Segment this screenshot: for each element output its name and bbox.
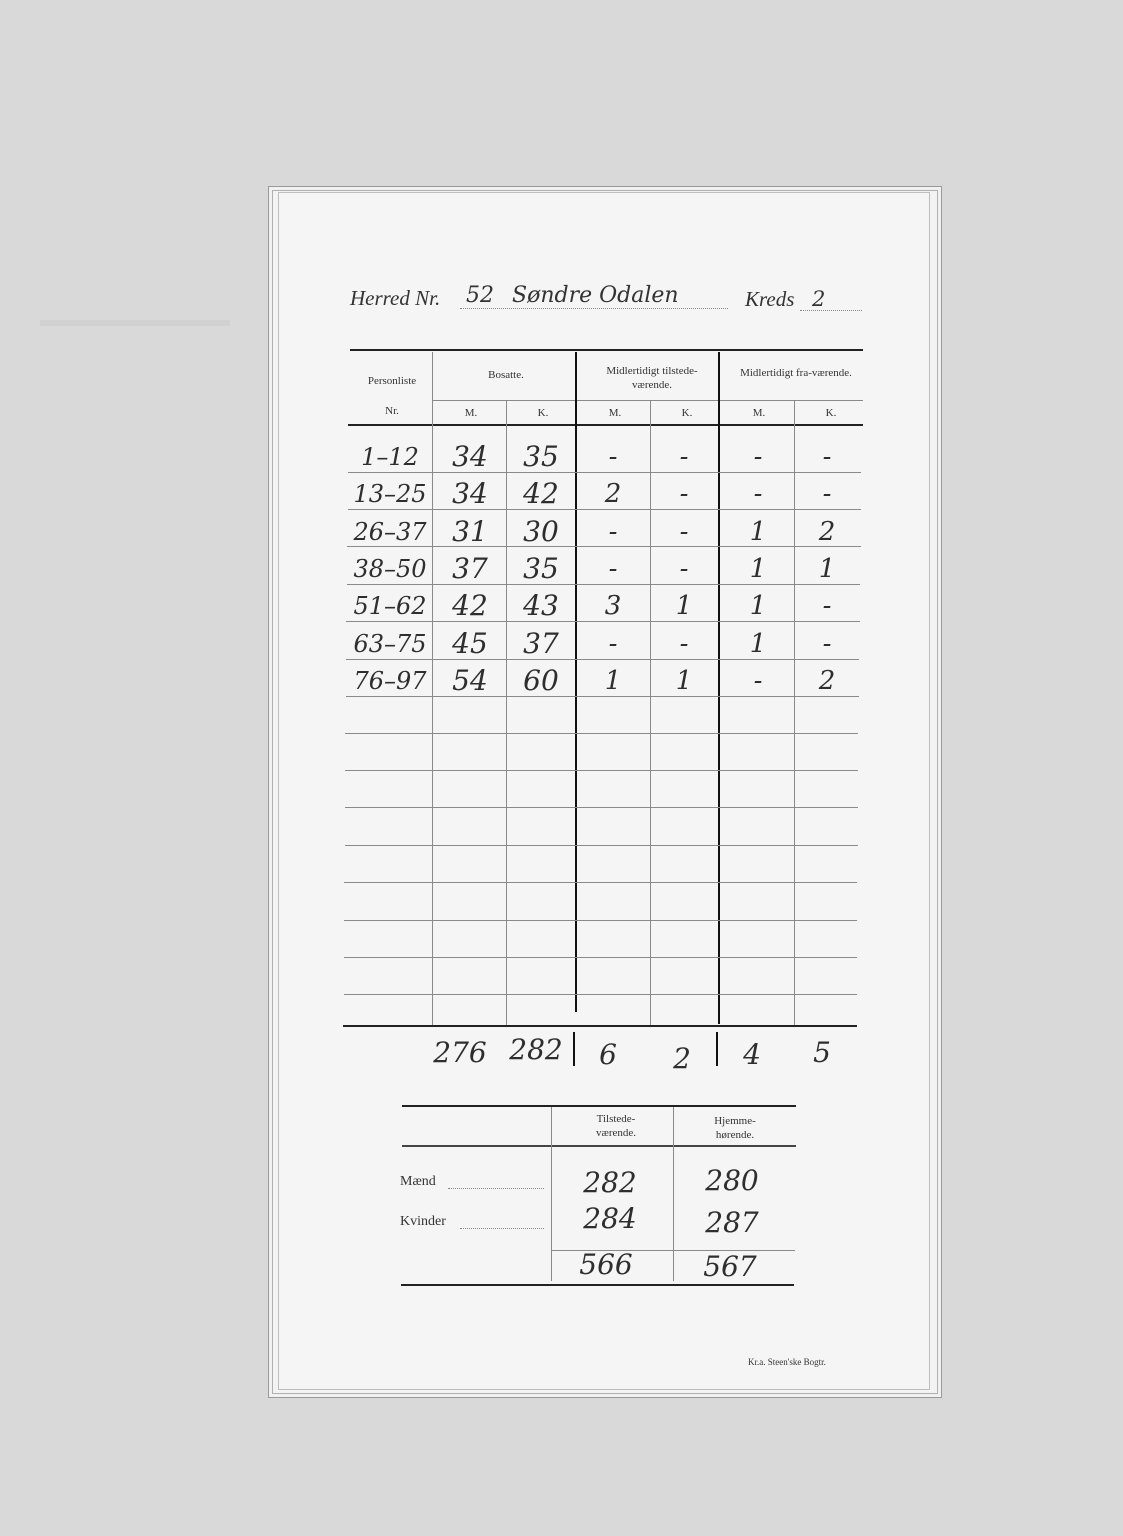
table-cell-nr: 26–37 bbox=[353, 517, 427, 546]
table-cell-tm: - bbox=[608, 442, 618, 472]
row-line bbox=[345, 770, 858, 771]
table-cell-tm: 1 bbox=[604, 665, 622, 696]
table-cell-bm: 34 bbox=[452, 477, 488, 511]
table-cell-tk: - bbox=[679, 553, 689, 584]
row-line bbox=[346, 659, 859, 660]
row-line bbox=[345, 807, 858, 808]
table-cell-fm: - bbox=[753, 479, 763, 510]
table-cell-bk: 35 bbox=[523, 440, 559, 473]
summary-bottom-rule bbox=[401, 1284, 794, 1286]
table-cell-bk: 42 bbox=[523, 477, 559, 511]
table-cell-nr: 13–25 bbox=[353, 480, 427, 509]
table-cell-tk: - bbox=[679, 628, 689, 659]
maend-leader bbox=[448, 1188, 544, 1189]
summary-top-rule bbox=[402, 1105, 796, 1107]
maend-label: Mænd bbox=[400, 1174, 436, 1189]
col-divider bbox=[794, 400, 795, 1026]
col-divider bbox=[506, 400, 507, 1026]
header-bosatte: Bosatte. bbox=[488, 369, 524, 381]
table-cell-tk: - bbox=[679, 442, 689, 472]
table-cell-bk: 43 bbox=[523, 589, 559, 623]
table-cell-tm: - bbox=[608, 628, 618, 659]
table-cell-tm: 3 bbox=[604, 591, 622, 622]
table-cell-fk: - bbox=[822, 591, 832, 622]
table-cell-nr: 51–62 bbox=[353, 592, 427, 621]
table-cell-bm: 42 bbox=[452, 589, 488, 623]
total-fra-m: 4 bbox=[743, 1038, 761, 1071]
maend-hjemme: 280 bbox=[705, 1164, 759, 1197]
table-cell-bm: 54 bbox=[452, 663, 488, 697]
table-cell-tk: - bbox=[679, 516, 689, 547]
row-line bbox=[345, 845, 858, 846]
table-cell-tk: 1 bbox=[675, 591, 693, 622]
kvinder-tilstede: 284 bbox=[583, 1202, 637, 1235]
header-tilstede-m: M. bbox=[608, 407, 622, 419]
header-bosatte-m: M. bbox=[464, 407, 478, 419]
table-cell-bk: 37 bbox=[523, 626, 559, 660]
kreds-label: Kreds bbox=[745, 287, 795, 311]
col-divider-thick bbox=[575, 352, 577, 1012]
summary-header-rule bbox=[402, 1145, 796, 1147]
printer-imprint: Kr.a. Steen'ske Bogtr. bbox=[748, 1357, 826, 1367]
table-cell-fk: - bbox=[822, 479, 832, 510]
table-cell-tm: - bbox=[608, 553, 618, 584]
total-bosatte-k: 282 bbox=[509, 1033, 563, 1066]
table-cell-bm: 37 bbox=[452, 551, 488, 585]
row-line bbox=[344, 957, 857, 958]
table-cell-fk: 1 bbox=[818, 553, 836, 584]
row-line bbox=[344, 994, 857, 995]
table-subheader-rule bbox=[432, 400, 863, 401]
table-cell-bk: 60 bbox=[523, 663, 559, 697]
table-cell-tm: - bbox=[608, 516, 618, 547]
header-fra-m: M. bbox=[752, 407, 766, 419]
col-divider-thick bbox=[718, 352, 720, 1024]
herred-dotted-line bbox=[460, 308, 728, 309]
background-smudge bbox=[40, 280, 230, 326]
table-cell-fm: 1 bbox=[749, 628, 767, 659]
totals-divider bbox=[716, 1032, 718, 1066]
total-tilstede-m: 6 bbox=[599, 1038, 617, 1071]
herred-label: Herred Nr. bbox=[350, 286, 441, 310]
header-fra-k: K. bbox=[825, 407, 837, 419]
summary-col-divider bbox=[551, 1107, 552, 1281]
table-cell-tk: - bbox=[679, 479, 689, 510]
kvinder-label: Kvinder bbox=[400, 1214, 446, 1229]
row-line bbox=[344, 882, 857, 883]
table-top-rule bbox=[350, 349, 863, 351]
kvinder-leader bbox=[460, 1228, 544, 1229]
row-line bbox=[346, 696, 859, 697]
table-header-bottom-rule bbox=[348, 424, 863, 426]
table-cell-fm: 1 bbox=[749, 553, 767, 584]
col-divider bbox=[650, 400, 651, 1026]
herred-number: 52 bbox=[466, 283, 494, 308]
maend-tilstede: 282 bbox=[583, 1166, 637, 1199]
kreds-dotted-line bbox=[800, 310, 862, 311]
kvinder-hjemme: 287 bbox=[705, 1206, 759, 1239]
table-cell-fm: 1 bbox=[749, 591, 767, 622]
table-cell-fk: 2 bbox=[818, 516, 836, 547]
header-nr: Nr. bbox=[385, 405, 399, 417]
kreds-number: 2 bbox=[812, 287, 826, 311]
table-cell-fk: - bbox=[822, 628, 832, 659]
table-cell-fk: 2 bbox=[818, 665, 836, 696]
totals-divider bbox=[573, 1032, 575, 1066]
table-cell-nr: 1–12 bbox=[361, 443, 419, 471]
row-line bbox=[344, 920, 857, 921]
table-cell-bk: 35 bbox=[523, 551, 559, 585]
table-cell-fm: - bbox=[753, 665, 763, 696]
table-cell-bm: 34 bbox=[452, 440, 488, 473]
table-cell-bk: 30 bbox=[523, 514, 559, 548]
table-bottom-rule bbox=[343, 1025, 857, 1027]
header-personliste: Personliste bbox=[367, 375, 417, 387]
total-tilstede-k: 2 bbox=[673, 1042, 691, 1075]
table-cell-bm: 45 bbox=[452, 626, 488, 660]
table-cell-fm: 1 bbox=[749, 516, 767, 547]
sum-tilstede: 566 bbox=[579, 1248, 633, 1281]
header-tilstede: Midlertidigt tilstede-værende. bbox=[606, 365, 698, 391]
table-cell-tm: 2 bbox=[604, 479, 622, 510]
table-cell-tk: 1 bbox=[675, 665, 693, 696]
row-line bbox=[345, 733, 858, 734]
header-fravaerende: Midlertidigt fra-værende. bbox=[740, 367, 852, 379]
table-cell-nr: 63–75 bbox=[353, 629, 427, 658]
row-line bbox=[348, 472, 861, 473]
total-bosatte-m: 276 bbox=[433, 1036, 487, 1069]
summary-header-hjemme: Hjemme-hørende. bbox=[714, 1115, 756, 1141]
table-cell-bm: 31 bbox=[452, 514, 488, 548]
row-line bbox=[347, 584, 860, 585]
sum-hjemme: 567 bbox=[703, 1250, 757, 1283]
table-cell-nr: 76–97 bbox=[353, 666, 427, 695]
header-tilstede-k: K. bbox=[681, 407, 693, 419]
summary-header-tilstede: Tilstede-værende. bbox=[595, 1113, 636, 1139]
table-cell-fm: - bbox=[753, 442, 763, 472]
summary-col-divider bbox=[673, 1107, 674, 1281]
header-bosatte-k: K. bbox=[537, 407, 549, 419]
total-fra-k: 5 bbox=[813, 1036, 831, 1069]
table-cell-nr: 38–50 bbox=[353, 554, 427, 583]
table-cell-fk: - bbox=[822, 442, 832, 472]
herred-name: Søndre Odalen bbox=[512, 283, 679, 308]
